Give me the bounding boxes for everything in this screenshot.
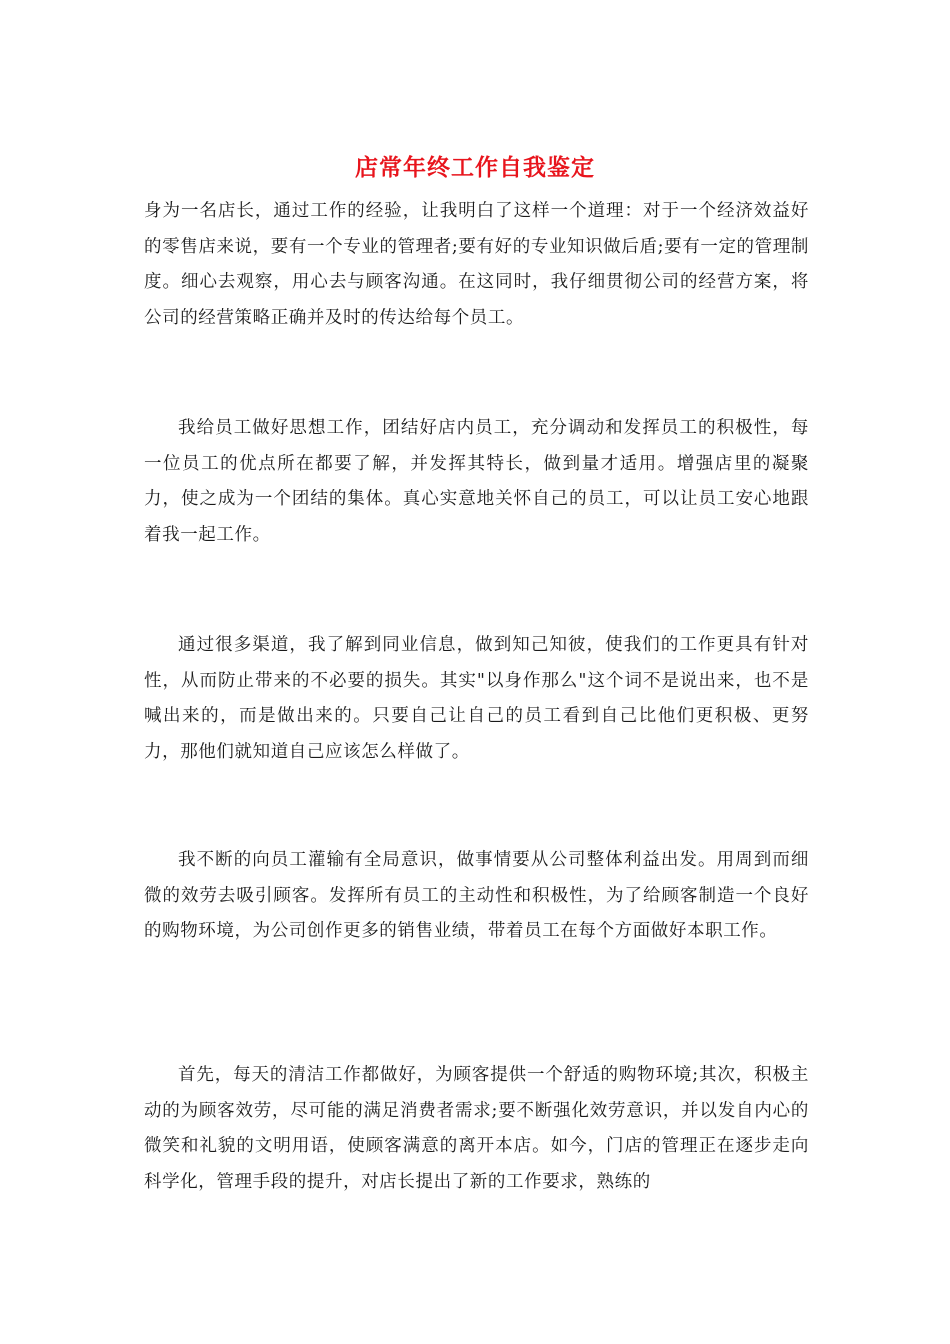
document-title: 店常年终工作自我鉴定 (355, 154, 595, 181)
paragraph-1: 身为一名店长，通过工作的经验，让我明白了这样一个道理：对于一个经济效益好的零售店来说，要有一个专业的管理者;要有好的专业知识做后盾;要有一定的管理制度。细心去观察，用心去与顾客沟通。在这同时，我仔细贯彻公司的经营方案，将公司的经营策略正确并及时的传达给每个员工。 (144, 201, 809, 328)
paragraph-3: 通过很多渠道，我了解到同业信息，做到知己知彼，使我们的工作更具有针对性，从而防止带来的不必要的损失。其实"以身作那么"这个词不是说出来，也不是喊出来的，而是做出来的。只要自己让自己的员工看到自己比他们更积极、更努力，那他们就知道自己应该怎么样做了。 (144, 635, 809, 762)
paragraph-5: 首先，每天的清洁工作都做好，为顾客提供一个舒适的购物环境;其次，积极主动的为顾客效劳，尽可能的满足消费者需求;要不断强化效劳意识，并以发自内心的微笑和礼貌的文明用语，使顾客满意的离开本店。如今，门店的管理正在逐步走向科学化，管理手段的提升，对店长提出了新的工作要求，熟练的 (144, 1065, 809, 1192)
paragraph-4: 我不断的向员工灌输有全局意识，做事情要从公司整体利益出发。用周到而细微的效劳去吸引顾客。发挥所有员工的主动性和积极性，为了给顾客制造一个良好的购物环境，为公司创作更多的销售业绩，带着员工在每个方面做好本职工作。 (144, 850, 809, 941)
paragraph-2: 我给员工做好思想工作，团结好店内员工，充分调动和发挥员工的积极性，每一位员工的优点所在都要了解，并发挥其特长，做到量才适用。增强店里的凝聚力，使之成为一个团结的集体。真心实意地关怀自己的员工，可以让员工安心地跟着我一起工作。 (144, 418, 809, 545)
